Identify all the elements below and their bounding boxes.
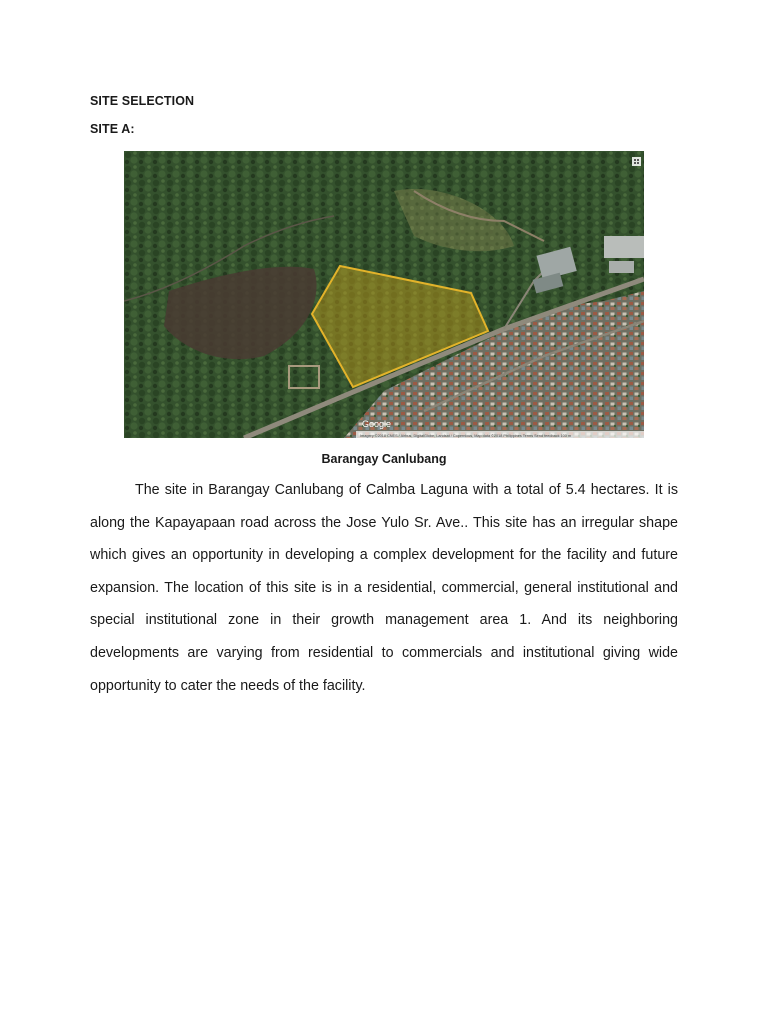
- figure-caption: Barangay Canlubang: [321, 452, 447, 466]
- fullscreen-icon[interactable]: [632, 157, 641, 166]
- site-description-paragraph: The site in Barangay Canlubang of Calmba Laguna with a total of 5.4 hectares. It is along the Kapayapaan road across the Jose Yulo Sr. Ave.. This site has an irregular shape which gives an opportunity in developing a complex development for the facility and future expansion. The location of this site is in a residential, commercial, general institutional and special institutional zone in their growth management area 1. And its neighboring developments are varying from residential to commercials and institutional giving wide opportunity to cater the needs of the facility.: [90, 482, 678, 694]
- site-subheading: SITE A:: [90, 122, 135, 136]
- satellite-map-image: [124, 151, 644, 438]
- map-watermark: Google: [362, 419, 392, 429]
- section-heading: SITE SELECTION: [90, 94, 195, 108]
- map-attribution: Imagery ©2018 CNES / Airbus, DigitalGlobe, Landsat / Copernicus, Map data ©2018 Philippines Terms Send feedback 100 m: [360, 434, 572, 438]
